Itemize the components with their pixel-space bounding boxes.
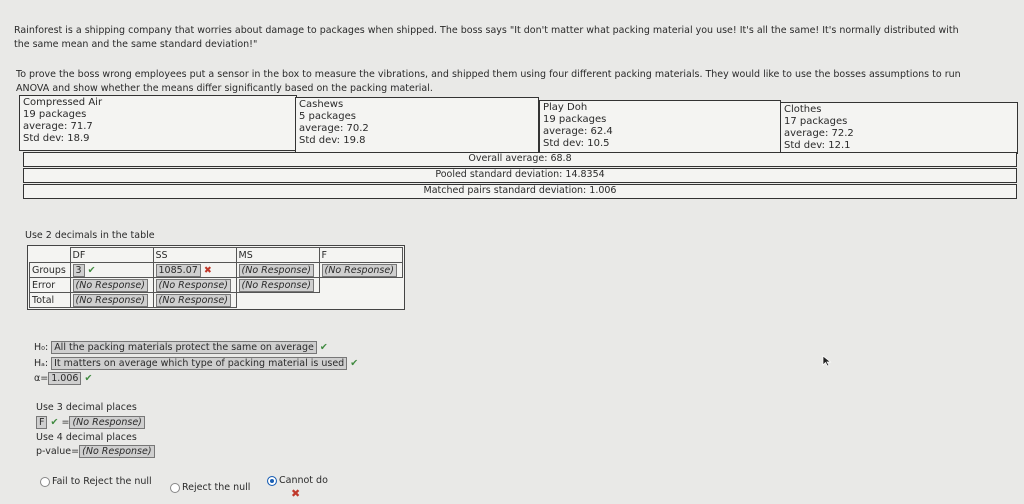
radio-label: Fail to Reject the null <box>52 476 152 487</box>
material-card-compressed-air <box>19 95 297 151</box>
check-icon: ✔ <box>50 417 59 428</box>
prove-line-1: To prove the boss wrong employees put a sensor in the box to measure the vibrations, and shipped them using four different packing materials. They would like to use the bosses assumptions to run <box>16 69 961 80</box>
f-decimals-note: Use 3 decimal places <box>36 402 137 413</box>
anova-header-row <box>30 248 403 263</box>
anova-row-error <box>30 278 403 293</box>
anova-row-groups <box>30 263 403 278</box>
decimals-note: Use 2 decimals in the table <box>25 230 155 241</box>
radio-circle-icon[interactable] <box>170 483 180 493</box>
groups-df-cell <box>70 263 153 278</box>
material-packages: 19 packages <box>543 114 607 125</box>
pooled-sd: Pooled standard deviation: 14.8354 <box>435 169 605 180</box>
header-ms: MS <box>236 248 319 263</box>
groups-f-cell <box>319 263 402 278</box>
error-ms-cell <box>236 278 319 293</box>
groups-ss-cell <box>153 263 236 278</box>
material-average: average: 71.7 <box>23 121 93 132</box>
material-card-play-doh <box>539 100 781 154</box>
ha-label: Hₐ: <box>34 358 49 369</box>
p-label: p-value= <box>36 446 80 457</box>
header-ss: SS <box>153 248 236 263</box>
alpha-label: α= <box>34 373 49 384</box>
material-packages: 17 packages <box>784 116 848 127</box>
f-row: F ✔ = (No Response) <box>36 416 145 430</box>
radio-label: Cannot do <box>279 475 328 486</box>
overall-average: Overall average: 68.8 <box>468 153 572 164</box>
p-input[interactable]: (No Response) <box>79 445 154 458</box>
material-average: average: 62.4 <box>543 126 613 137</box>
radio-circle-icon[interactable] <box>40 477 50 487</box>
groups-df-input[interactable]: 3 <box>73 264 85 277</box>
check-icon: ✔ <box>87 264 96 276</box>
radio-label: Reject the null <box>182 482 251 493</box>
intro-paragraph <box>14 24 1019 52</box>
radio-reject[interactable] <box>170 481 250 495</box>
cross-icon: ✖ <box>291 487 301 500</box>
total-df-cell <box>70 293 153 308</box>
alpha-row <box>34 372 92 386</box>
error-ss-cell <box>153 278 236 293</box>
error-ms-input[interactable]: (No Response) <box>239 279 314 292</box>
material-packages: 19 packages <box>23 109 87 120</box>
groups-ms-cell <box>236 263 319 278</box>
intro-line-2: the same mean and the same standard deviation!" <box>14 39 258 50</box>
h0-row <box>34 341 328 355</box>
ha-row <box>34 357 358 371</box>
h0-select[interactable]: All the packing materials protect the same on average <box>51 341 317 354</box>
material-card-clothes <box>780 102 1018 154</box>
row-label-groups: Groups <box>30 263 71 278</box>
material-packages: 5 packages <box>299 111 356 122</box>
groups-ss-input[interactable]: 1085.07 <box>156 264 201 277</box>
material-name: Cashews <box>299 99 344 110</box>
alpha-input[interactable]: 1.006 <box>48 372 81 385</box>
material-name: Clothes <box>784 104 822 115</box>
material-name: Play Doh <box>543 102 588 113</box>
material-std: Std dev: 19.8 <box>299 135 366 146</box>
total-ss-input[interactable]: (No Response) <box>156 294 231 307</box>
material-card-cashews <box>295 97 539 153</box>
error-df-input[interactable]: (No Response) <box>73 279 148 292</box>
anova-table <box>27 245 405 310</box>
row-label-error: Error <box>30 278 71 293</box>
radio-fail-to-reject[interactable] <box>40 475 152 489</box>
total-ss-cell <box>153 293 236 308</box>
material-average: average: 70.2 <box>299 123 369 134</box>
material-std: Std dev: 12.1 <box>784 140 851 151</box>
prove-line-2: ANOVA and show whether the means differ significantly based on the packing material. <box>16 83 433 94</box>
groups-f-input[interactable]: (No Response) <box>322 264 397 277</box>
radio-cannot-do[interactable] <box>267 474 328 488</box>
error-df-cell <box>70 278 153 293</box>
ha-select[interactable]: It matters on average which type of packing material is used <box>51 357 347 370</box>
check-icon: ✔ <box>319 342 328 353</box>
h0-label: H₀: <box>34 342 49 353</box>
cross-icon: ✖ <box>203 264 212 276</box>
overall-average-bar <box>23 152 1017 167</box>
matched-pairs-sd: Matched pairs standard deviation: 1.006 <box>423 185 617 196</box>
f-input[interactable]: (No Response) <box>69 416 144 429</box>
pooled-sd-bar <box>23 168 1017 183</box>
matched-pairs-sd-bar <box>23 184 1017 199</box>
anova-row-total <box>30 293 403 308</box>
p-decimals-note: Use 4 decimal places <box>36 432 137 443</box>
mouse-cursor-icon <box>822 352 832 371</box>
material-average: average: 72.2 <box>784 128 854 139</box>
intro-line-1: Rainforest is a shipping company that worries about damage to packages when shipped. The boss says "It don't matter what packing material you use! It's all the same! It's normally distributed with <box>14 25 959 36</box>
p-row <box>36 445 155 459</box>
header-f: F <box>319 248 402 263</box>
error-ss-input[interactable]: (No Response) <box>156 279 231 292</box>
material-name: Compressed Air <box>23 97 103 108</box>
check-icon: ✔ <box>84 373 93 384</box>
prove-paragraph <box>16 68 1021 96</box>
material-std: Std dev: 18.9 <box>23 133 90 144</box>
groups-ms-input[interactable]: (No Response) <box>239 264 314 277</box>
total-df-input[interactable]: (No Response) <box>73 294 148 307</box>
f-select[interactable]: F <box>36 416 47 429</box>
row-label-total: Total <box>30 293 71 308</box>
check-icon: ✔ <box>350 358 359 369</box>
material-std: Std dev: 10.5 <box>543 138 610 149</box>
header-df: DF <box>70 248 153 263</box>
radio-circle-selected-icon[interactable] <box>267 476 277 486</box>
